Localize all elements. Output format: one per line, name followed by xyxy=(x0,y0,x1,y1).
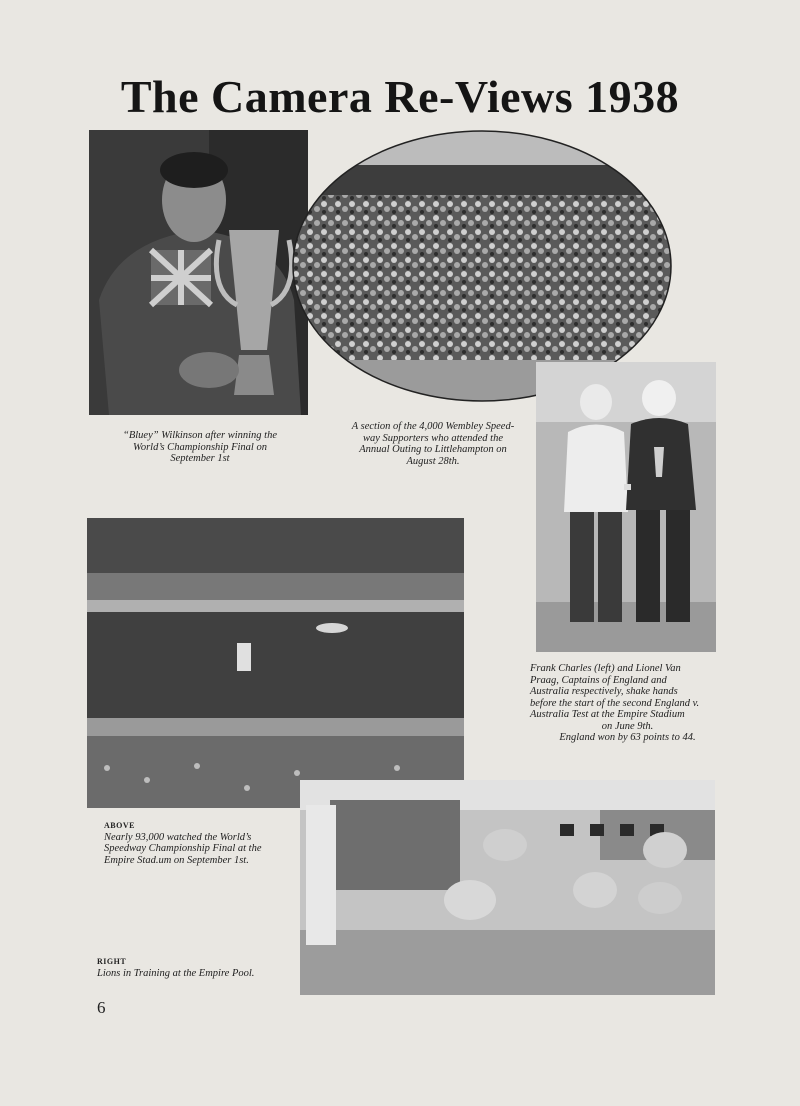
caption-kicker-right: RIGHT xyxy=(97,957,127,966)
page-title: The Camera Re-Views 1938 xyxy=(120,71,680,122)
photo-bluey-wilkinson xyxy=(89,130,308,415)
caption-test-captains: Frank Charles (left) and Lionel Van Praag, Captains of England and Australia respectively, shake hands before the start of the second England v. Australia Test at the Empire Stadium on June 9th. England won by 63 points to 44. xyxy=(530,663,700,743)
caption-bluey-wilkinson: “Bluey” Wilkinson after winning the World’s Championship Final on September 1st xyxy=(123,430,277,464)
caption-empire-stadium: ABOVE Nearly 93,000 watched the World’s Speedway Championship Final at the Empire Stad.um on September 1st. xyxy=(104,820,294,866)
page-number: 6 xyxy=(97,998,106,1017)
photo-lions-training xyxy=(300,780,715,995)
caption-lions-training: RIGHT Lions in Training at the Empire Pool. xyxy=(97,956,292,979)
photo-test-captains xyxy=(536,362,716,652)
caption-kicker-above: ABOVE xyxy=(104,821,135,830)
photo-empire-stadium xyxy=(87,518,464,808)
caption-wembley-supporters: A section of the 4,000 Wembley Speed- way Supporters who attended the Annual Outing to Littlehampton on August 28th. xyxy=(351,421,515,467)
